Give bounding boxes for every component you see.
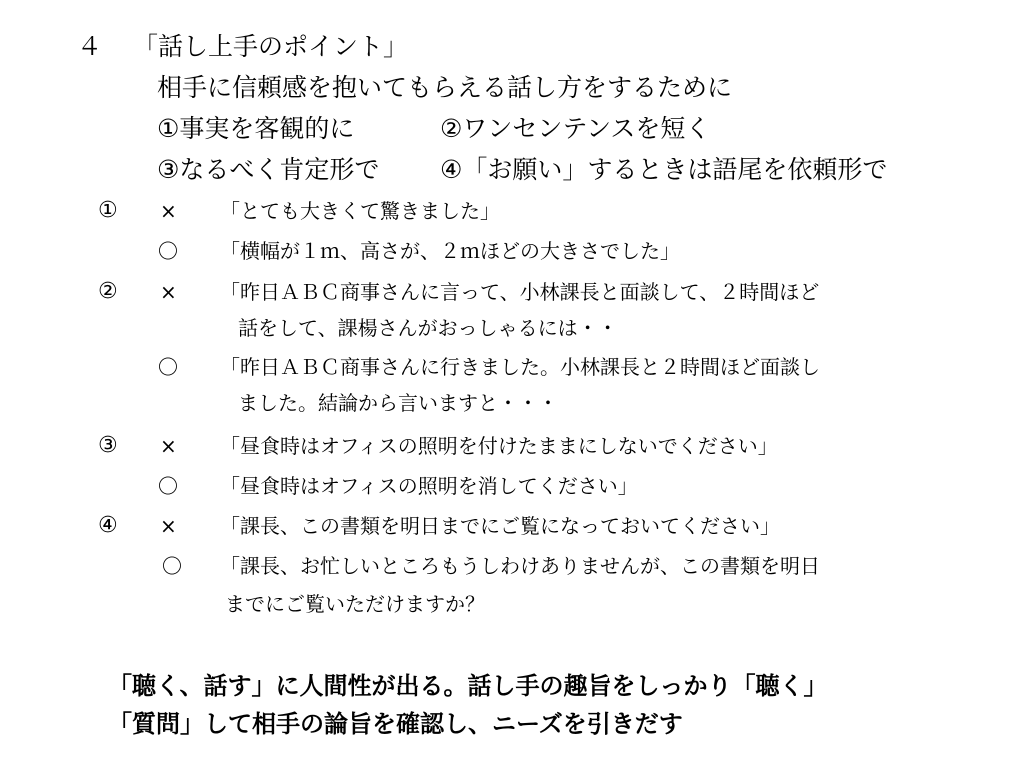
bad-example-line: 「昨日ＡＢＣ商事さんに言って、小林課長と面談して、２時間ほど xyxy=(220,280,820,304)
good-example-line: ました。結論から言いますと・・・ xyxy=(238,391,558,415)
good-mark: 〇 xyxy=(158,474,178,498)
section-title: 「話し上手のポイント」 xyxy=(133,32,409,61)
example-marker: ④ xyxy=(98,513,118,538)
bad-example-line: 「昼食時はオフィスの照明を付けたままにしないでください」 xyxy=(220,434,778,458)
point-3: ③なるべく肯定形で xyxy=(157,155,380,184)
bad-mark: × xyxy=(160,280,177,304)
bad-mark: × xyxy=(160,514,177,538)
example-marker: ③ xyxy=(98,433,118,458)
good-example-line: 「横幅が１ｍ、高さが、２ｍほどの大きさでした」 xyxy=(220,239,680,263)
conclusion-line-2: 「質問」して相手の論旨を確認し、ニーズを引きだす xyxy=(108,710,683,738)
example-marker: ② xyxy=(98,279,118,304)
good-example-line: 「課長、お忙しいところもうしわけありませんが、この書類を明日 xyxy=(220,554,820,578)
good-mark: 〇 xyxy=(158,355,178,379)
example-marker: ① xyxy=(98,198,118,223)
good-mark: 〇 xyxy=(158,239,178,263)
bad-mark: × xyxy=(160,199,177,223)
point-2: ②ワンセンテンスを短く xyxy=(440,114,711,143)
good-example-line: 「昨日ＡＢＣ商事さんに行きました。小林課長と２時間ほど面談し xyxy=(220,355,820,379)
bad-example-line: 「課長、この書類を明日までにご覧になっておいてください」 xyxy=(220,514,780,538)
conclusion-line-1: 「聴く、話す」に人間性が出る。話し手の趣旨をしっかり「聴く」 xyxy=(108,672,828,700)
section-subtitle: 相手に信頼感を抱いてもらえる話し方をするために xyxy=(157,73,733,102)
bad-example-line: 「とても大きくて驚きました」 xyxy=(220,199,500,223)
point-4: ④「お願い」するときは語尾を依頼形で xyxy=(440,155,888,184)
point-1: ①事実を客観的に xyxy=(157,114,355,143)
bad-example-line: 話をして、課楊さんがおっしゃるには・・ xyxy=(238,316,618,340)
section-number: ４ xyxy=(77,32,103,61)
bad-mark: × xyxy=(160,434,177,458)
good-example-line: までにご覧いただけますか？ xyxy=(225,592,485,616)
good-mark: 〇 xyxy=(162,554,182,578)
good-example-line: 「昼食時はオフィスの照明を消してください」 xyxy=(220,474,638,498)
